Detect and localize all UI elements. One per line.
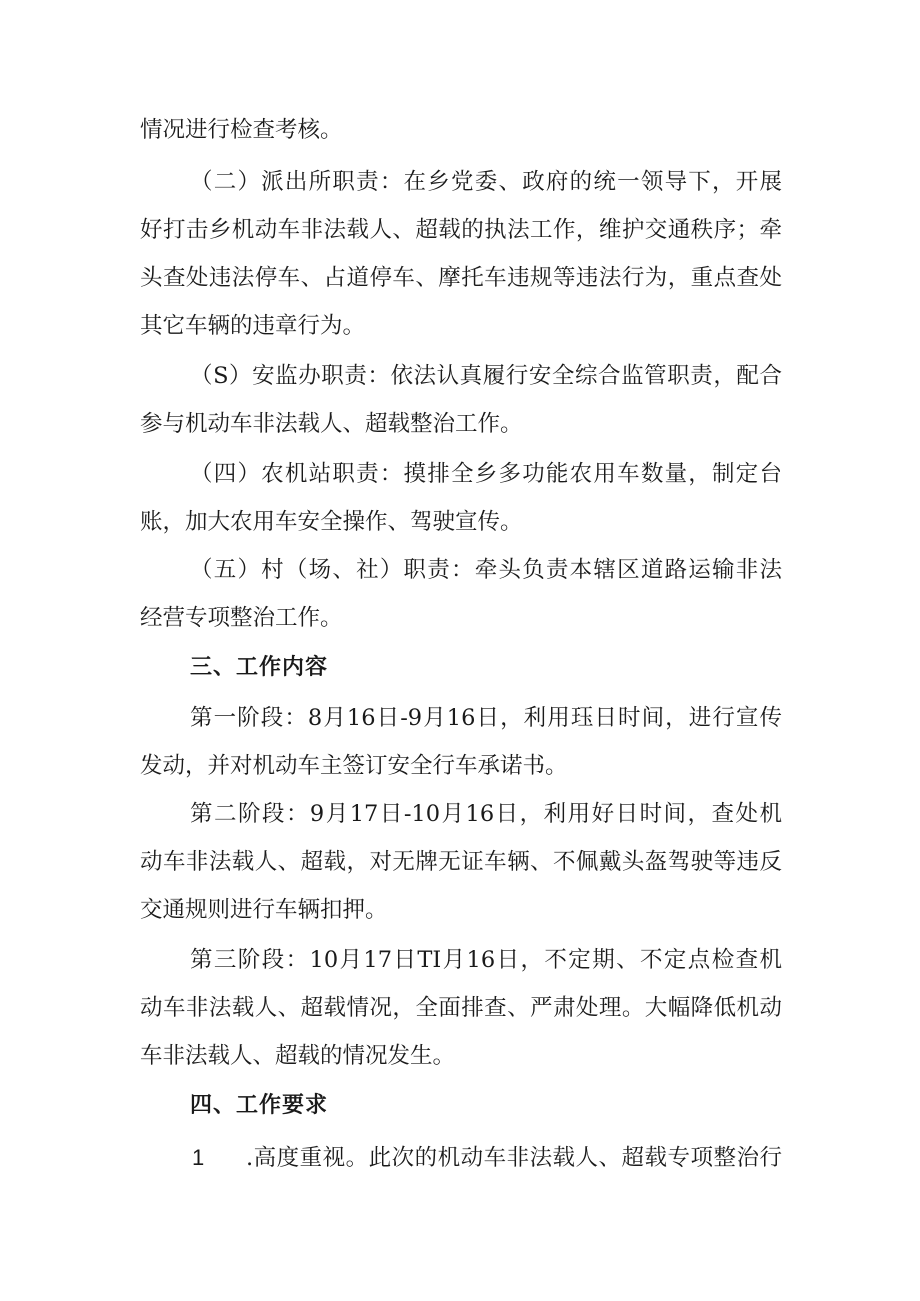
paragraph-line: 参与机动车非法载人、超载整治工作。 — [140, 411, 523, 437]
paragraph-line: 第三阶段：10月17日TI月16日，不定期、不定点检查机 — [190, 947, 782, 973]
list-item-text: .高度重视。此次的机动车非法载人、超载专项整治行 — [246, 1145, 782, 1171]
paragraph-line: 第一阶段：8月16日-9月16日，利用珏日时间，进行宣传 — [190, 705, 782, 731]
paragraph-line: 发动，并对机动车主签订安全行车承诺书。 — [140, 753, 568, 779]
paragraph-line: 好打击乡机动车非法载人、超载的执法工作，维护交通秩序；牵 — [140, 217, 782, 243]
paragraph-line: 其它车辆的违章行为。 — [140, 313, 366, 339]
section-heading: 三、工作内容 — [190, 655, 329, 680]
paragraph-line: 第二阶段：9月17日-10月16日，利用好日时间，查处机 — [190, 801, 782, 827]
paragraph-line: 动车非法载人、超载情况，全面排查、严肃处理。大幅降低机动 — [140, 995, 782, 1021]
paragraph-line: 车非法载人、超载的情况发生。 — [140, 1043, 456, 1069]
paragraph-line: 头查处违法停车、占道停车、摩托车违规等违法行为，重点查处 — [140, 265, 782, 291]
paragraph-line: 交通规则进行车辆扣押。 — [140, 897, 388, 923]
paragraph-line: （S）安监办职责：依法认真履行安全综合监管职责，配合 — [190, 363, 782, 389]
section-heading: 四、工作要求 — [190, 1093, 329, 1118]
list-item-number: 1 — [192, 1145, 205, 1170]
paragraph-line: 情况进行检查考核。 — [140, 117, 343, 143]
paragraph-line: 账，加大农用车安全操作、驾驶宣传。 — [140, 509, 523, 535]
paragraph-line: 动车非法载人、超载，对无牌无证车辆、不佩戴头盔驾驶等违反 — [140, 849, 782, 875]
paragraph-line: （四）农机站职责：摸排全乡多功能农用车数量，制定台 — [190, 461, 782, 487]
paragraph-line: （二）派出所职责：在乡党委、政府的统一领导下，开展 — [190, 169, 782, 195]
paragraph-line: （五）村（场、社）职责：牵头负责本辖区道路运输非法 — [190, 557, 782, 583]
paragraph-line: 经营专项整治工作。 — [140, 605, 343, 631]
